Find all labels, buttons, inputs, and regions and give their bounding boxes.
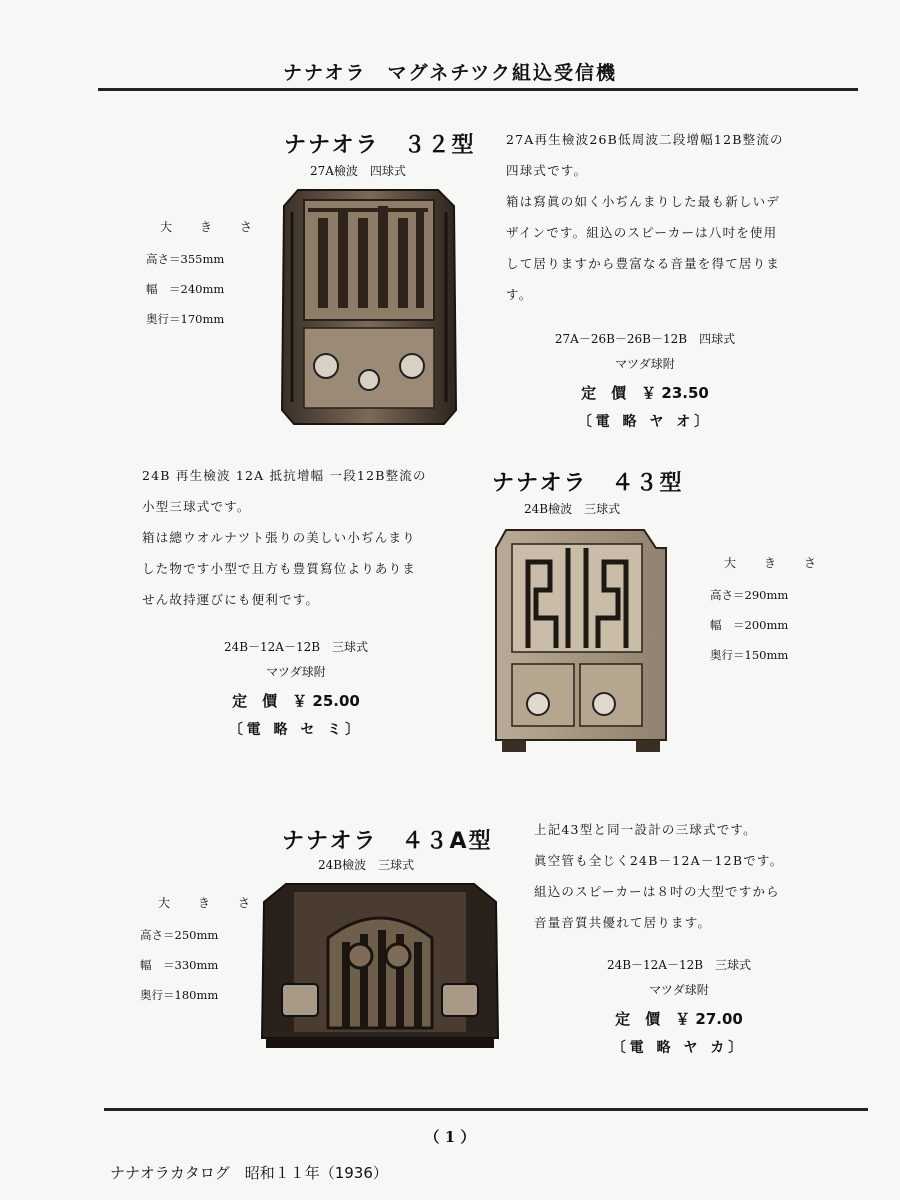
model-43a-title: ナナオラ ４３A型 [282, 829, 493, 854]
dims-height: 高さ＝290mm [710, 588, 789, 602]
model-43a-pricing [554, 956, 804, 1057]
model-43a-subtitle: 24B檢波 三球式 [318, 858, 415, 872]
price: 定 價 ￥ 27.00 [615, 1010, 743, 1028]
dims-label: 大 き さ [160, 220, 261, 234]
price: 定 價 ￥ 23.50 [581, 384, 709, 402]
desc-line: 24B 再生檢波 12A 抵抗增幅 一段12B整流の [142, 468, 427, 483]
model-43-subtitle: 24B檢波 三球式 [524, 502, 621, 516]
desc-line: 箱は寫眞の如く小ぢんまりした最も新しいデ [506, 194, 781, 209]
dealer-note: マツダ球附 [649, 983, 709, 997]
desc-line: 箱は總ウオルナツト張りの美しい小ぢんまり [142, 530, 416, 545]
desc-line: 小型三球式です。 [142, 499, 251, 514]
header-rule [98, 88, 858, 91]
tube-list: 24B－12A－12B 三球式 [606, 958, 752, 972]
desc-line: す。 [506, 287, 533, 302]
radio-43-image [492, 518, 670, 756]
desc-line: 四球式です。 [506, 163, 588, 178]
model-43a-description [534, 814, 844, 938]
dims-width: 幅 ＝240mm [146, 282, 225, 296]
model-43-pricing [176, 638, 416, 739]
dims-depth: 奥行＝170mm [146, 312, 225, 326]
radio-43a-image [258, 878, 502, 1054]
dims-depth: 奥行＝150mm [710, 648, 789, 662]
page-header-title: ナナオラ マグネチツク組込受信機 [282, 62, 618, 84]
dims-label: 大 き さ [158, 896, 259, 910]
desc-line: 眞空管も全じく24B－12A－12Bです。 [534, 853, 784, 868]
telegraph-code: 〔電 略 ヤ オ〕 [577, 414, 713, 430]
model-32-subtitle: 27A檢波 四球式 [310, 164, 406, 178]
telegraph-code: 〔電 略 ヤ カ〕 [611, 1040, 747, 1056]
desc-line: 27A再生檢波26B低周波二段增幅12B整流の [506, 132, 784, 147]
dims-width: 幅 ＝330mm [140, 958, 219, 972]
dims-depth: 奥行＝180mm [140, 988, 219, 1002]
model-32-title: ナナオラ ３２型 [284, 133, 476, 158]
model-32-dimensions [146, 212, 260, 334]
radio-32-image [278, 188, 460, 426]
dims-label: 大 き さ [724, 556, 825, 570]
model-43-title: ナナオラ ４３型 [492, 471, 684, 496]
dims-height: 高さ＝250mm [140, 928, 219, 942]
price: 定 價 ￥ 25.00 [232, 692, 360, 710]
dealer-note: マツダ球附 [615, 357, 675, 371]
tube-list: 24B－12A－12B 三球式 [223, 640, 369, 654]
desc-line: 上記43型と同一設計の三球式です。 [534, 822, 757, 837]
model-32-description [506, 124, 816, 310]
desc-line: して居りますから豊富なる音量を得て居りま [506, 256, 781, 271]
model-43a-dimensions [140, 888, 258, 1010]
desc-line: せん故持運びにも便利です。 [142, 592, 320, 607]
model-32-pricing [520, 330, 770, 431]
page-number: （ 1 ） [424, 1128, 476, 1146]
desc-line: 組込のスピーカーは８吋の大型ですから [534, 884, 780, 899]
model-43-description [142, 460, 462, 615]
telegraph-code: 〔電 略 セ ミ〕 [228, 722, 364, 738]
desc-line: した物です小型で且方も豊質寫位よりありま [142, 561, 417, 576]
catalog-caption: ナナオラカタログ 昭和１１年（1936） [110, 1164, 388, 1182]
dealer-note: マツダ球附 [266, 665, 326, 679]
footer-rule [104, 1108, 868, 1111]
model-43-dimensions [710, 548, 824, 670]
dims-width: 幅 ＝200mm [710, 618, 789, 632]
desc-line: 音量音質共優れて居ります。 [534, 915, 712, 930]
dims-height: 高さ＝355mm [146, 252, 225, 266]
tube-list: 27A－26B－26B－12B 四球式 [554, 332, 736, 346]
desc-line: ザインです。組込のスピーカーは八吋を使用 [506, 225, 778, 240]
